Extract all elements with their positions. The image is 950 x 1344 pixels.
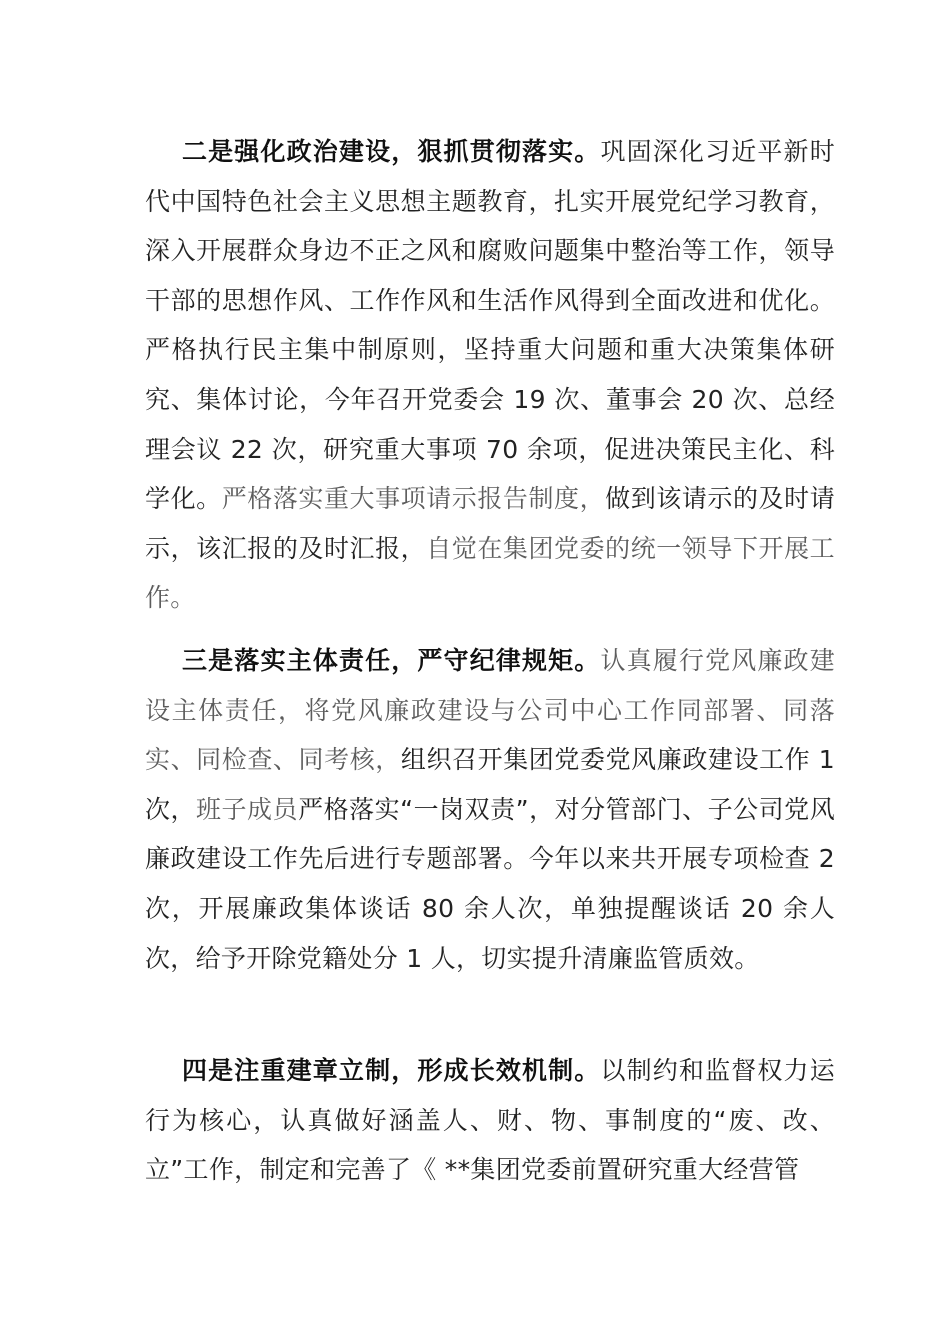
paragraph-heading: 三是落实主体责任，严守纪律规矩。	[182, 646, 601, 675]
paragraph-heading: 四是注重建章立制，形成长效机制。	[182, 1056, 601, 1085]
paragraph-text-gray: 严格落实重大事项请示报告制度，	[221, 484, 606, 514]
paragraph-rules-system	[145, 1046, 835, 1195]
paragraph-text-gray: 自觉在集团党委的统一领导下开展工作。	[145, 533, 835, 613]
paragraph-main-responsibility	[145, 636, 835, 983]
paragraph-political-building	[145, 127, 835, 623]
paragraph-text: 以制约和监督权力运行为核心，认真做好涵盖人、财、物、事制度的“废、改、立”工作，制定和完善了《 **集团党委前置研究重大经营管	[145, 1056, 835, 1185]
paragraph-text: 组织召开集团党委党风廉政建设工作 1 次，	[145, 745, 835, 824]
paragraph-text-gray: 班子成员	[196, 794, 299, 824]
paragraph-text: 严格落实“一岗双责”，对分管部门、子公司党风廉政建设工作先后进行专题部署。今年以来共开展专项检查 2 次，开展廉政集体谈话 80 余人次，单独提醒谈话 20 余人次，给予开除党籍处分 1 人，切实提升清廉监管质效。	[145, 794, 835, 973]
paragraph-heading: 二是强化政治建设，狠抓贯彻落实。	[182, 137, 601, 166]
paragraph-text: 做到该请示的及时请示，该汇报的及时汇报，	[145, 484, 835, 563]
paragraph-text: 巩固深化习近平新时代中国特色社会主义思想主题教育，扎实开展党纪学习教育，深入开展群众身边不正之风和腐败问题集中整治等工作，领导干部的思想作风、工作作风和生活作风得到全面改进和优化。严格执行民主集中制原则，坚持重大问题和重大决策集体研究、集体讨论，今年召开党委会 19 次、董事会 20 次、总经理会议 22 次，研究重大事项 70 余项，促进决策民主化、科学化。	[145, 137, 835, 514]
paragraph-text-gray: 认真履行党风廉政建设主体责任，将党风廉政建设与公司中心工作同部署、同落实、同检查、同考核，	[145, 646, 835, 775]
